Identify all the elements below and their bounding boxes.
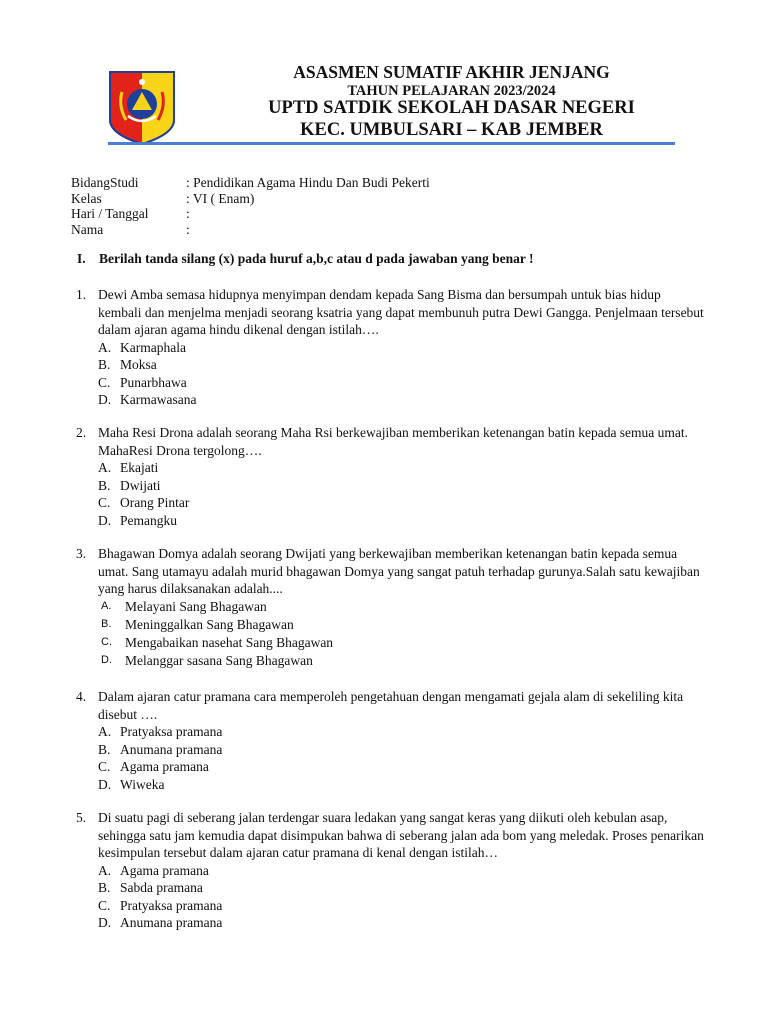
option-text: Karmawasana [120,392,197,407]
answer-option[interactable] [98,356,706,374]
question-text: Maha Resi Drona adalah seorang Maha Rsi berkewajiban memberikan ketenangan batin kepada semua umat. MahaResi Drona tergolong…. [98,425,689,458]
option-text: Pratyaksa pramana [120,897,223,913]
option-letter: A. [101,599,112,612]
question-4 [76,688,706,793]
question-number: 2. [76,425,87,440]
option-text: Anumana pramana [120,915,223,930]
answer-option[interactable] [98,758,706,776]
info-value: : Pendidikan Agama Hindu Dan Budi Pekerti [186,175,430,190]
option-text: Pemangku [120,512,177,528]
answer-option[interactable] [98,374,706,392]
option-letter: D. [98,392,112,407]
school-name: UPTD SATDIK SEKOLAH DASAR NEGERI [268,98,635,118]
instruction-text: Berilah tanda silang (x) pada huruf a,b,c atau d pada jawaban yang benar ! [99,251,534,266]
answer-option[interactable] [98,598,706,616]
option-letter: C. [101,635,112,648]
info-value: : [186,206,190,221]
option-letter: B. [98,741,111,757]
option-text: Karmaphala [120,339,186,355]
answer-option[interactable] [98,741,706,759]
question-number: 3. [76,546,87,561]
option-text: Meninggalkan Sang Bhagawan [125,616,294,632]
option-text: Wiweka [120,776,165,792]
option-letter: D. [98,776,112,792]
option-text: Orang Pintar [120,495,190,510]
option-letter: A. [98,339,112,355]
regency-emblem-logo [108,70,176,146]
option-text: Agama pramana [120,759,209,774]
info-label: BidangStudi [71,175,139,190]
answer-option[interactable] [98,512,706,530]
question-number: 4. [76,689,87,704]
section-number: I. [77,251,86,266]
academic-year: TAHUN PELAJARAN 2023/2024 [347,83,556,99]
question-2 [76,424,706,529]
question-3 [76,545,706,670]
exam-title: ASASMEN SUMATIF AKHIR JENJANG [293,62,610,82]
info-label: Hari / Tanggal [71,206,149,221]
option-text: Mengabaikan nasehat Sang Bhagawan [125,634,334,650]
answer-option[interactable] [98,879,706,897]
answer-option[interactable] [98,477,706,495]
answer-option[interactable] [98,616,706,634]
question-text: Bhagawan Domya adalah seorang Dwijati yang berkewajiban memberikan ketenangan batin kepada semua umat. Sang utamayu adalah murid bhagawan Domya yang sangat patuh terhadap gurunya.Salah satu kewajiban yang harus dilaksanakan adalah.... [98,546,700,596]
answer-option[interactable] [98,391,706,409]
option-text: Moksa [120,357,157,372]
header-divider [108,142,675,145]
answer-option[interactable] [98,897,706,915]
question-5 [76,809,706,932]
option-letter: A. [98,724,112,739]
question-number: 5. [76,810,87,825]
answer-option[interactable] [98,339,706,357]
option-letter: D. [98,512,112,528]
option-text: Punarbhawa [120,374,187,390]
answer-option[interactable] [98,862,706,880]
answer-option[interactable] [98,494,706,512]
option-letter: B. [101,617,112,630]
answer-option[interactable] [98,914,706,932]
answer-option[interactable] [98,459,706,477]
option-letter: D. [101,653,112,666]
option-letter: B. [98,357,111,372]
option-text: Anumana pramana [120,741,223,757]
question-1 [76,286,706,409]
option-letter: B. [98,477,111,493]
option-text: Dwijati [120,477,161,493]
option-letter: C. [98,495,111,510]
option-letter: C. [98,897,111,913]
option-text: Melanggar sasana Sang Bhagawan [125,652,313,668]
info-label: Nama [71,221,104,237]
option-letter: C. [98,374,111,390]
answer-option[interactable] [98,723,706,741]
question-text: Dewi Amba semasa hidupnya menyimpan dendam kepada Sang Bisma dan bersumpah untuk bias hidup kembali dan menjelma menjadi seorang ksatria yang dapat membunuh putra Dewi Gangga. Penjelmaan tersebut dalam ajaran agama hindu dikenal dengan istilah…. [98,287,704,337]
option-letter: A. [98,862,112,878]
option-text: Ekajati [120,460,159,475]
option-letter: B. [98,880,111,895]
answer-option[interactable] [98,776,706,794]
option-text: Sabda pramana [120,880,203,895]
option-letter: C. [98,759,111,774]
option-letter: D. [98,915,112,930]
question-text: Dalam ajaran catur pramana cara memperoleh pengetahuan dengan mengamati gejala alam di sekeliling kita disebut …. [98,689,684,722]
info-label: Kelas [71,190,102,206]
school-location: KEC. UMBULSARI – KAB JEMBER [300,120,603,140]
answer-option[interactable] [98,652,706,670]
info-value: : [186,221,190,237]
answer-option[interactable] [98,634,706,652]
question-number: 1. [76,287,87,302]
info-value: : VI ( Enam) [186,190,255,206]
option-letter: A. [98,460,112,475]
option-text: Melayani Sang Bhagawan [125,598,267,614]
option-text: Pratyaksa pramana [120,724,223,739]
option-text: Agama pramana [120,862,209,878]
question-text: Di suatu pagi di seberang jalan terdengar suara ledakan yang sangat keras yang diikuti oleh kebulan asap, sehingga satu jam kemudia dapat disimpukan bahwa di seberang jalan ada bom yang meledak. Proses penarikan kesimpulan tersebut dalam ajaran catur pramana di kenal dengan istilah… [98,810,704,860]
